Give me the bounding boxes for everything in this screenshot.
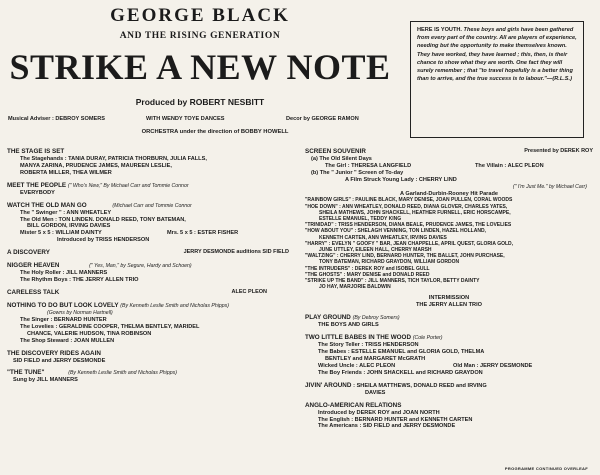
parade-line: "WALTZING" : CHERRY LIND, BERNARD HUNTER, THE BALLET, JOHN PURCHASE,	[305, 253, 505, 260]
parade-line: JUNE UTTLEY, EILEEN HALL, CHERRY MARSH	[319, 247, 432, 254]
cast-line: The Shop Steward : JOAN MULLEN	[20, 337, 115, 344]
item-screen-souvenir	[305, 148, 593, 290]
song-credit: (Cole Porter)	[412, 335, 443, 342]
item-the-tune	[7, 369, 289, 384]
cast-line: CHANCE, VALERIE HUDSON, TINA ROBINSON	[27, 330, 152, 337]
parade-list	[305, 197, 593, 290]
youth-statement-box	[410, 21, 584, 138]
song-credit: (By Kenneth Leslie Smith and Nicholas Phipps)	[68, 370, 177, 377]
parade-line: "THE INTRUDERS" : DEREK ROY and ISOBEL GULL	[305, 265, 430, 272]
cast-line: The English : BERNARD HUNTER and KENNETH CARTEN	[318, 416, 473, 423]
item-performer: ALEC PLEON	[231, 288, 267, 295]
cast-line: MANYA ZARINA, PRUDENCE JAMES, MAUREEN LESLIE,	[20, 162, 172, 169]
presenter-name: GEORGE BLACK	[110, 5, 290, 26]
item-title: TWO LITTLE BABES IN THE WOOD	[305, 334, 411, 342]
show-title: STRIKE A NEW NOTE	[9, 47, 391, 87]
segment-title: (a) The Old Silent Days	[311, 156, 372, 162]
item-title: WATCH THE OLD MAN GO	[7, 201, 87, 209]
cast-line: THE BOYS AND GIRLS	[318, 322, 379, 329]
cast-line: EVERYBODY	[20, 189, 55, 196]
cast-line: Introduced by DEREK ROY and JOAN NORTH	[318, 409, 440, 416]
item-presenter: Presented by DEREK ROY	[524, 148, 593, 154]
intermission-block	[305, 295, 593, 309]
cast-line: The Old Men : TON LINDEN. DONALD REED, TONY BATEMAN,	[20, 216, 186, 223]
cast-line: The Rhythm Boys : THE JERRY ALLEN TRIO	[20, 277, 139, 284]
parade-line: "TRINIDAD" : TRISS HENDERSON, DIANA BEALE, PRUDENCE JAMES, THE LOVELIES	[305, 222, 512, 229]
cast-line: Sung by JILL MANNERS	[13, 377, 78, 384]
item-title: THE STAGE IS SET	[7, 148, 65, 155]
parade-line: "THE GHOSTS" : MARY DENISE and DONALD REED	[305, 271, 430, 278]
item-title-line	[7, 302, 289, 310]
item-discovery-rides-again	[7, 350, 289, 365]
cast-line: : SHEILA MATTHEWS, DONALD REED and IRVING	[353, 382, 487, 389]
cast-line: The Villain : ALEC PLEON	[475, 162, 544, 169]
song-credit: (By Kenneth Leslie Smith and Nicholas Phipps)	[120, 302, 229, 309]
item-title-line	[305, 334, 593, 342]
cast-line: DAVIES	[365, 389, 386, 396]
cast-line: BILL GORDON, IRVING DAVIES	[27, 223, 111, 230]
intro-line: Introduced by TRISS HENDERSON	[57, 237, 150, 244]
cast-line: The Story Teller : TRISS HENDERSON	[318, 342, 419, 349]
parade-line: TONY BATEMAN, RICHARD GRAYDON, WILLIAM GORDON	[319, 259, 460, 266]
dances-credit: WITH WENDY TOYE DANCES	[146, 116, 225, 122]
item-two-little-babes	[305, 334, 593, 377]
parade-title: A Garland-Durbin-Rooney Hit Parade	[399, 190, 498, 197]
item-title: JIVIN' AROUND	[305, 381, 352, 389]
orchestra-credit: ORCHESTRA under the direction of BOBBY HOWELL	[141, 129, 289, 135]
item-careless-talk	[7, 289, 289, 297]
item-title-line	[7, 182, 289, 190]
item-title-line	[7, 262, 289, 270]
item-jivin-around	[305, 382, 593, 397]
youth-lead: HERE IS YOUTH.	[417, 27, 462, 33]
cast-line: The Lovelies : GERALDINE COOPER, THELMA BENTLEY, MARIDEL	[20, 323, 200, 330]
item-play-ground	[305, 314, 593, 329]
cast-line: Wicked Uncle : ALEC PLEON	[318, 362, 396, 369]
intermission-title: INTERMISSION	[428, 295, 470, 302]
show-subtitle: AND THE RISING GENERATION	[119, 31, 281, 41]
item-title: CARELESS TALK	[7, 288, 60, 296]
item-title: SCREEN SOUVENIR	[305, 148, 366, 155]
song-credit: (" I'm Just Me." by Michael Carr)	[512, 183, 587, 190]
item-performer: JERRY DESMONDE auditions SID FIELD	[183, 249, 289, 256]
item-nigger-heaven	[7, 262, 289, 284]
cast-line: Mister 5 x 5 : WILLIAM DAINTY	[20, 230, 102, 237]
parade-line: "RAINBOW GIRLS" : PAULINE BLACK, MARY DENISE, JOAN PULLEN, CORAL WOODS	[305, 197, 513, 204]
item-title-line	[305, 382, 593, 390]
cast-line: SID FIELD and JERRY DESMONDE	[13, 357, 106, 364]
item-anglo-american	[305, 402, 593, 431]
cast-line: Mrs. 5 x 5 : ESTER FISHER	[167, 230, 239, 237]
item-nothing-to-do	[7, 302, 289, 345]
decor-credit: Decor by GEORGE RAMON	[286, 116, 359, 122]
cast-line-pair	[7, 230, 289, 237]
item-meet-the-people	[7, 182, 289, 197]
cast-line: The " Swinger " : ANN WHEATLEY	[20, 209, 112, 216]
item-title: NIGGER HEAVEN	[7, 262, 60, 270]
parade-line: "HOW ABOUT YOU" : SHELAGH VENNING, TON LINDEN, HAZEL HOLLAND,	[305, 228, 486, 235]
left-column	[7, 148, 289, 389]
cast-line: ROBERTA MILLER, THEA WILMER	[20, 169, 112, 176]
right-column	[305, 148, 593, 435]
item-title: "THE TUNE"	[7, 369, 45, 377]
item-title-line	[7, 202, 289, 210]
cast-line: Old Man : JERRY DESMONDE	[453, 362, 533, 369]
item-title-line	[7, 369, 289, 377]
youth-text: These boys and girls have been gathered from every part of the country. All are players of experience, needing but the opportunity to make themselves known. They have worked, they have learned ; this, then, is their chance to show what they are worth. One fact they will surely remember ; that "to travel hopefully is a better thing than to arrive, and the true success is to labour."—(R.L.S.)	[417, 27, 577, 83]
item-title: MEET THE PEOPLE	[7, 181, 67, 189]
cast-line: The Americans : SID FIELD and JERRY DESMONDE	[318, 423, 456, 430]
parade-line: JO HAY, MARJORIE BALDWIN	[319, 284, 391, 291]
cast-line: A Film Struck Young Lady : CHERRY LIND	[345, 176, 457, 183]
cast-line: The Babes : ESTELLE EMANUEL and GLORIA GOLD, THELMA	[318, 349, 485, 356]
segment-title: (b) The " Junior " Screen of To-day	[311, 169, 404, 176]
item-watch-the-old-man-go	[7, 202, 289, 245]
intermission-act: THE JERRY ALLEN TRIO	[416, 302, 482, 309]
cast-line: The Stagehands : TANIA DURAY, PATRICIA THORBURN, JULIA FALLS,	[20, 156, 207, 162]
gowns-credit: (Gowns by Norman Hartnell)	[47, 309, 113, 316]
cast-line-pair	[305, 163, 593, 170]
item-title: THE DISCOVERY RIDES AGAIN	[7, 349, 101, 357]
parade-line: "HOE DOWN" : ANN WHEATLEY, DONALD REED, DIANA GLOVER, CHARLES YATES,	[305, 203, 508, 210]
cast-line: The Girl : THERESA LANGFIELD	[325, 162, 412, 169]
song-credit: (Michael Carr and Tommie Connor	[112, 202, 192, 209]
parade-line: "HARRY" : EVELYN " GOOFY " BAR, JEAN CHAPPELLE, APRIL QUEST, GLORIA GOLD,	[305, 240, 514, 247]
item-title: ANGLO-AMERICAN RELATIONS	[305, 401, 402, 409]
song-credit: (" Yes, Man," by Segure, Hardy and Schoen)	[89, 263, 192, 270]
cast-line-pair	[305, 363, 593, 370]
item-a-discovery	[7, 249, 289, 257]
item-stage-is-set	[7, 148, 289, 177]
item-title: A DISCOVERY	[7, 249, 50, 257]
youth-statement	[417, 26, 577, 83]
parade-line: SHEILA MATHEWS, JOHN SHACKELL, HEATHER FURNELL, ERIC HORSCAMPE,	[319, 209, 511, 216]
cast-line: BENTLEY and MARGARET McGRATH	[325, 356, 426, 363]
parade-line: ESTELLE EMANUEL, TEDDY KING	[319, 216, 402, 223]
song-credit: (By Debroy Somers)	[352, 315, 400, 322]
item-title: PLAY GROUND	[305, 314, 351, 322]
cast-line: The Boy Friends : JOHN SHACKELL and RICHARD GRAYDON	[318, 369, 483, 376]
cast-line: The Singer : BERNARD HUNTER	[20, 316, 107, 323]
continued-overleaf-note: PROGRAMME CONTINUED OVERLEAF	[504, 466, 588, 471]
cast-line: The Holy Roller : JILL MANNERS	[20, 270, 108, 277]
item-title-line	[305, 314, 593, 322]
item-title: NOTHING TO DO BUT LOOK LOVELY	[7, 301, 119, 309]
parade-line: "STRIKE UP THE BAND" : JILL MANNERS, TICH TAYLOR, BETTY DAINTY	[305, 278, 480, 285]
parade-line: KENNETH CARTEN, ANN WHEATLEY, IRVING DAVIES	[319, 234, 447, 241]
song-credit: (" Who's New," By Michael Carr and Tommie Connor	[67, 182, 189, 189]
musical-adviser: Musical Adviser : DEBROY SOMERS	[8, 116, 105, 122]
producer-credit: Produced by ROBERT NESBITT	[135, 97, 265, 107]
